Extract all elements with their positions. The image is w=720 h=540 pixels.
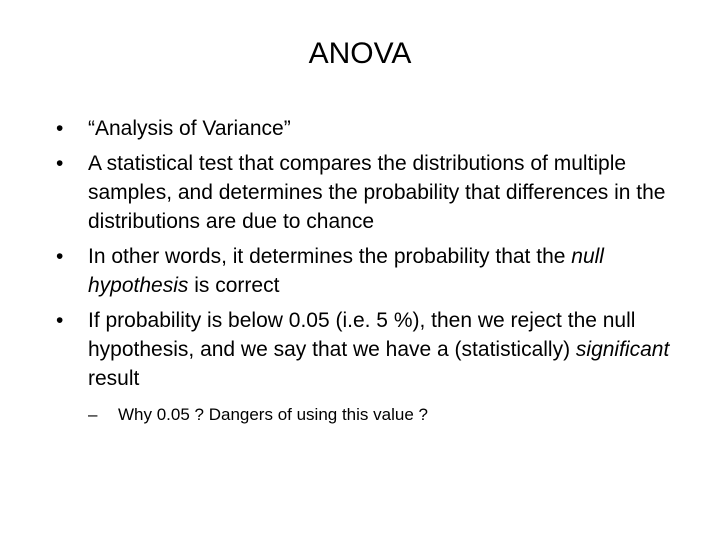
sub-bullet-item — [88, 403, 676, 427]
bullet-text: A statistical test that compares the distributions of multiple samples, and determines the probability that differences in the distributions are due to chance — [88, 152, 666, 233]
bullet-text-after: is correct — [188, 274, 280, 297]
bullet-item — [56, 114, 676, 143]
sub-bullet-list — [88, 403, 676, 427]
bullet-text: “Analysis of Variance” — [88, 117, 291, 140]
bullet-list — [56, 114, 676, 433]
bullet-text-italic: significant — [575, 338, 670, 361]
bullet-marker: • — [56, 309, 64, 332]
bullet-text-after: result — [88, 367, 140, 390]
bullet-text-italic: null hypothesis — [88, 245, 604, 297]
bullet-text-before: In other words, it determines the probability that the — [88, 245, 572, 268]
slide-title: ANOVA — [308, 37, 412, 70]
bullet-marker: • — [56, 245, 64, 268]
sub-bullet-text: Why 0.05 ? Dangers of using this value ? — [118, 405, 428, 424]
bullet-marker: • — [56, 152, 64, 175]
bullet-item — [56, 306, 676, 427]
bullet-item — [56, 242, 676, 300]
bullet-text-before: If probability is below 0.05 (i.e. 5 %), then we reject the null hypothesis, and we say that we have a (statistically) — [88, 309, 636, 361]
sub-bullet-marker: – — [88, 405, 98, 424]
bullet-marker: • — [56, 117, 64, 140]
bullet-item — [56, 149, 676, 236]
